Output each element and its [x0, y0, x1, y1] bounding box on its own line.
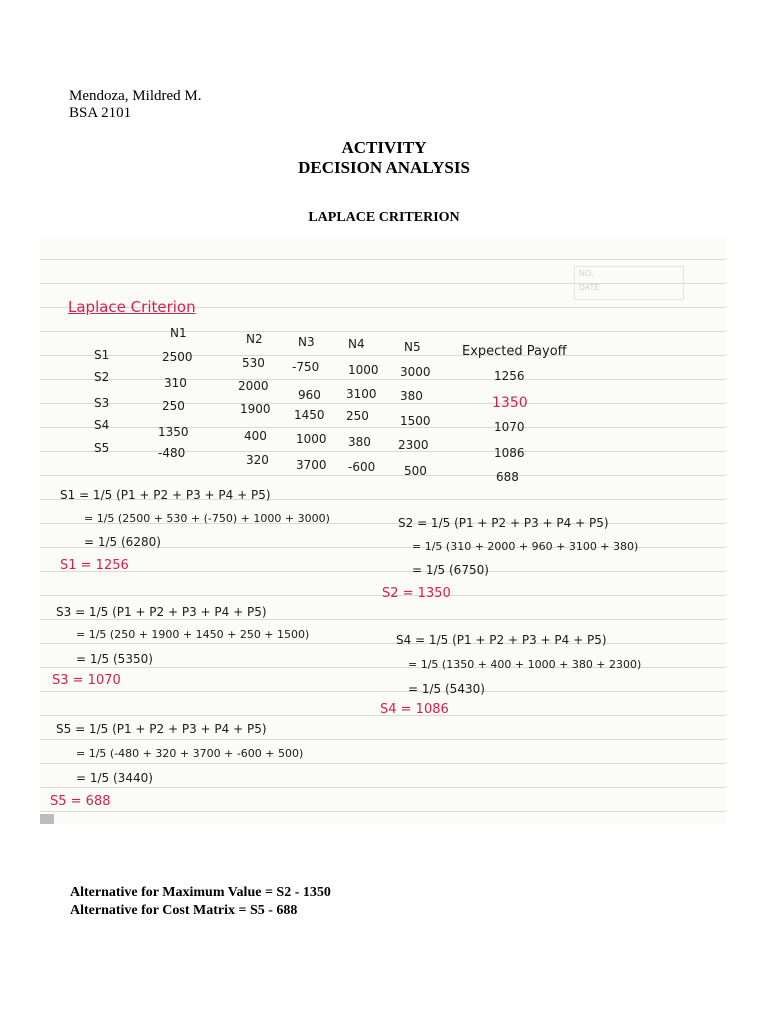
work-s2-line1: S2 = 1/5 (P1 + P2 + P3 + P4 + P5) — [398, 516, 609, 530]
cost-matrix-alternative: Alternative for Cost Matrix = S5 - 688 — [70, 903, 298, 918]
row-label-s5: S5 — [94, 441, 110, 455]
work-s4-line2: = 1/5 (1350 + 400 + 1000 + 380 + 2300) — [408, 658, 642, 671]
cell-s5-n5: 500 — [404, 464, 427, 478]
cell-s3-n3: 1450 — [294, 408, 325, 422]
work-s5-result: S5 = 688 — [50, 794, 111, 809]
cell-s5-n2: 320 — [246, 453, 269, 467]
cell-s3-n5: 1500 — [400, 414, 431, 428]
cell-s5-n3: 3700 — [296, 458, 327, 472]
cell-s4-n1: 1350 — [158, 425, 189, 439]
payoff-s5: 688 — [496, 470, 519, 484]
work-s3-line3: = 1/5 (5350) — [76, 652, 153, 666]
student-name: Mendoza, Mildred M. — [69, 88, 202, 104]
work-s4-result: S4 = 1086 — [380, 702, 449, 717]
col-header-n3: N3 — [298, 335, 315, 349]
date-label: DATE — [579, 283, 600, 292]
cell-s2-n1: 310 — [164, 376, 187, 390]
laplace-subtitle: LAPLACE CRITERION — [308, 210, 460, 225]
work-s5-line2: = 1/5 (-480 + 320 + 3700 + -600 + 500) — [76, 747, 304, 760]
col-header-expected-payoff: Expected Payoff — [462, 344, 567, 359]
payoff-s1: 1256 — [494, 369, 525, 383]
max-value-alternative: Alternative for Maximum Value = S2 - 1350 — [70, 885, 331, 900]
cell-s4-n2: 400 — [244, 429, 267, 443]
work-s1-line1: S1 = 1/5 (P1 + P2 + P3 + P4 + P5) — [60, 488, 271, 502]
col-header-n1: N1 — [170, 326, 187, 340]
cell-s1-n5: 3000 — [400, 365, 431, 379]
cell-s2-n4: 3100 — [346, 387, 377, 401]
cell-s3-n1: 250 — [162, 399, 185, 413]
col-header-n4: N4 — [348, 337, 365, 351]
work-s3-line1: S3 = 1/5 (P1 + P2 + P3 + P4 + P5) — [56, 605, 267, 619]
student-header — [69, 88, 201, 122]
work-s2-line2: = 1/5 (310 + 2000 + 960 + 3100 + 380) — [412, 540, 639, 553]
notebook-heading: Laplace Criterion — [68, 298, 196, 316]
payoff-s4: 1086 — [494, 446, 525, 460]
cell-s4-n4: 380 — [348, 435, 371, 449]
cell-s1-n4: 1000 — [348, 363, 379, 377]
row-label-s4: S4 — [94, 418, 110, 432]
work-s1-line2: = 1/5 (2500 + 530 + (-750) + 1000 + 3000) — [84, 512, 330, 525]
payoff-s2: 1350 — [492, 395, 528, 411]
cell-s5-n1: -480 — [158, 446, 186, 460]
cell-s1-n2: 530 — [242, 356, 265, 370]
work-s4-line1: S4 = 1/5 (P1 + P2 + P3 + P4 + P5) — [396, 633, 607, 647]
activity-title: ACTIVITY — [341, 138, 427, 157]
row-label-s2: S2 — [94, 370, 110, 384]
cell-s1-n3: -750 — [292, 360, 320, 374]
row-label-s1: S1 — [94, 348, 110, 362]
work-s3-result: S3 = 1070 — [52, 673, 121, 688]
cell-s5-n4: -600 — [348, 460, 376, 474]
cell-s4-n3: 1000 — [296, 432, 327, 446]
cell-s2-n2: 2000 — [238, 379, 269, 393]
no-date-box — [574, 266, 684, 300]
cell-s2-n5: 380 — [400, 389, 423, 403]
student-section: BSA 2101 — [69, 105, 132, 121]
cell-s2-n3: 960 — [298, 388, 321, 402]
no-label: NO. — [579, 269, 594, 278]
work-s1-line3: = 1/5 (6280) — [84, 535, 161, 549]
cell-s1-n1: 2500 — [162, 350, 193, 364]
col-header-n2: N2 — [246, 332, 263, 346]
work-s2-line3: = 1/5 (6750) — [412, 563, 489, 577]
work-s1-result: S1 = 1256 — [60, 558, 129, 573]
work-s2-result: S2 = 1350 — [382, 586, 451, 601]
col-header-n5: N5 — [404, 340, 421, 354]
scanner-badge-icon — [40, 814, 54, 824]
decision-analysis-title: DECISION ANALYSIS — [298, 158, 470, 177]
work-s4-line3: = 1/5 (5430) — [408, 682, 485, 696]
work-s5-line1: S5 = 1/5 (P1 + P2 + P3 + P4 + P5) — [56, 722, 267, 736]
payoff-s3: 1070 — [494, 420, 525, 434]
cell-s4-n5: 2300 — [398, 438, 429, 452]
cell-s3-n2: 1900 — [240, 402, 271, 416]
work-s5-line3: = 1/5 (3440) — [76, 771, 153, 785]
row-label-s3: S3 — [94, 396, 110, 410]
cell-s3-n4: 250 — [346, 409, 369, 423]
notebook-photo — [40, 236, 726, 824]
work-s3-line2: = 1/5 (250 + 1900 + 1450 + 250 + 1500) — [76, 628, 310, 641]
